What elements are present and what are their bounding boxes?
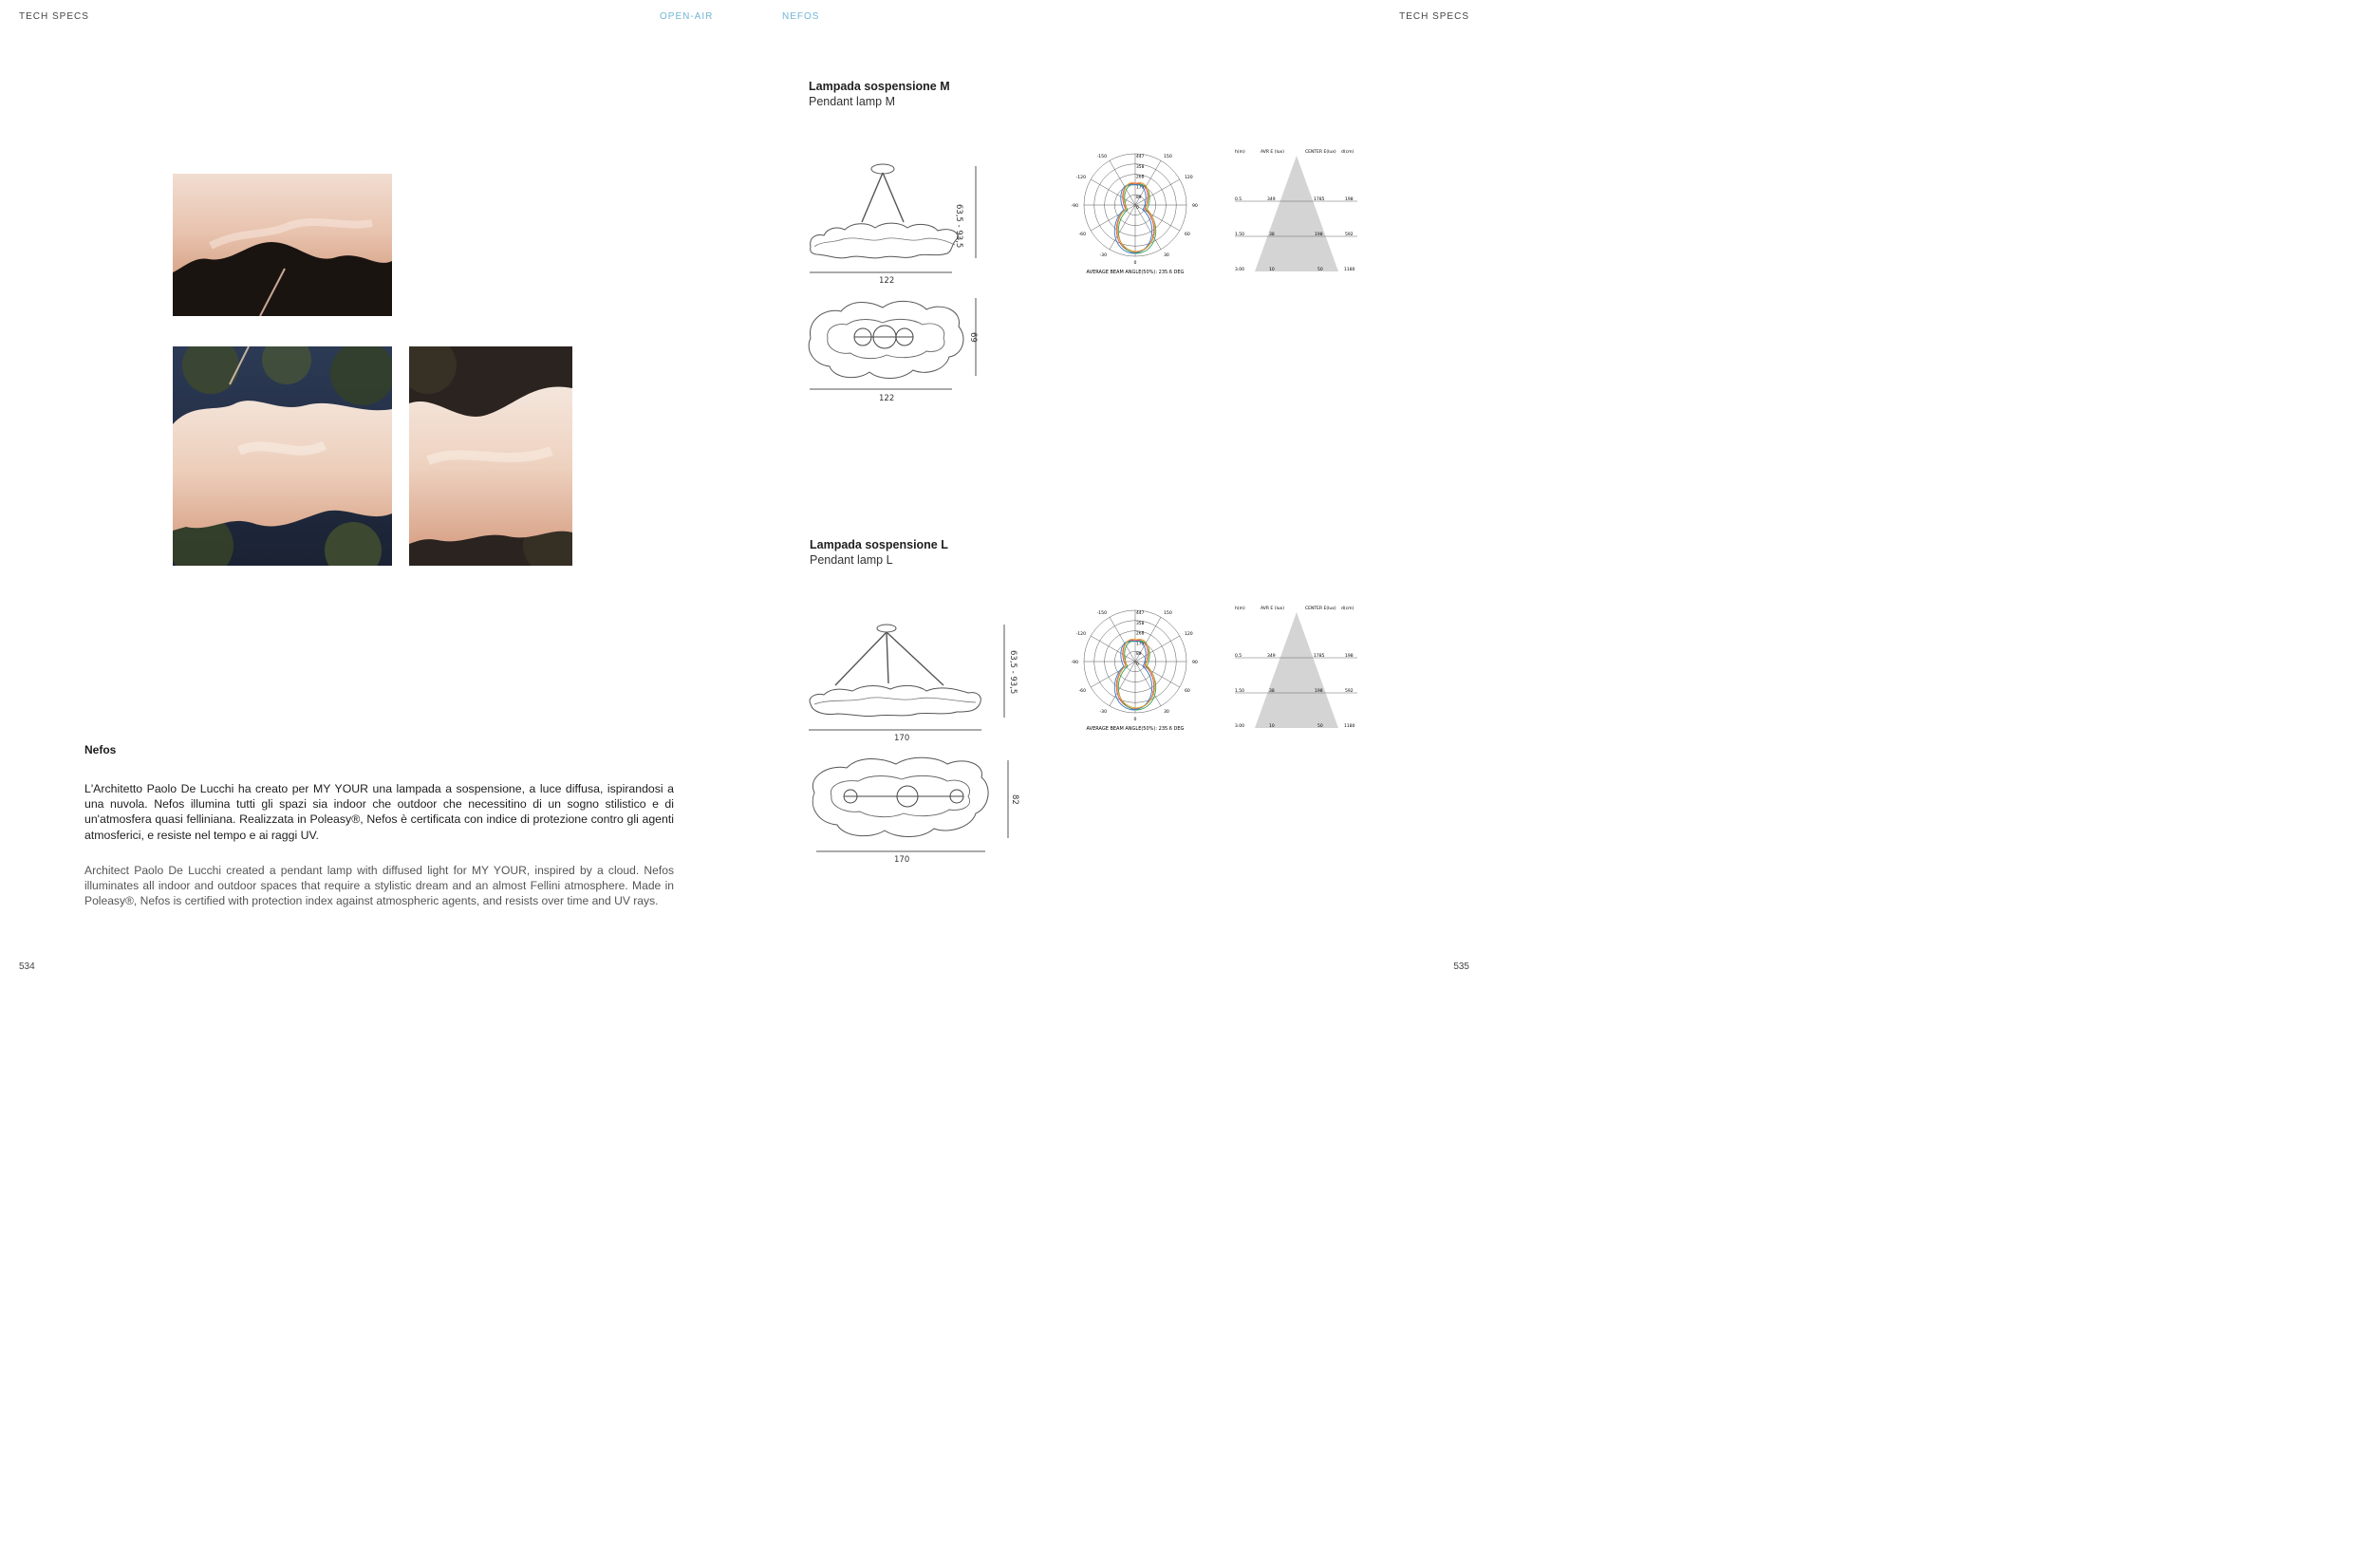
header-section-open-air[interactable]: OPEN-AIR: [660, 11, 714, 22]
polar-ring-label: 447: [1136, 155, 1145, 159]
polar-angle-label: -150: [1096, 155, 1107, 160]
product-l-height-dimension: 63,5 - 93,5: [1008, 650, 1018, 695]
product-l-side-width-dimension: 170: [894, 734, 910, 743]
polar-angle-label: 60: [1184, 689, 1190, 694]
polar-ring-label: 0: [1136, 206, 1139, 211]
header-product-nefos[interactable]: NEFOS: [782, 11, 820, 22]
cone-row1-center: 1785: [1314, 654, 1325, 659]
cone-header-d: d(cm): [1341, 607, 1354, 611]
polar-ring-label: 358: [1136, 621, 1145, 626]
polar-angle-label: 150: [1164, 611, 1172, 617]
product-l-top-depth-dimension: 82: [1010, 794, 1019, 805]
polar-ring-label: 268: [1136, 631, 1145, 637]
polar-ring-label: 358: [1136, 164, 1145, 170]
cone-row2-avr: 38: [1269, 689, 1275, 694]
polar-angle-label: 0: [1133, 718, 1137, 722]
cone-row2-h: 1.50: [1235, 689, 1245, 694]
photo-cloud-with-tree: [173, 346, 392, 566]
polar-angle-label: -150: [1096, 611, 1107, 617]
product-l-side-drawing: [805, 623, 1014, 737]
polar-angle-label: -90: [1071, 661, 1078, 665]
cone-row3-center: 50: [1317, 724, 1323, 729]
polar-ring-label: 179: [1136, 642, 1145, 647]
cone-row3-d: 1180: [1344, 268, 1355, 272]
product-l-title: Lampada sospensione L: [810, 538, 948, 551]
polar-ring-label: 89: [1136, 196, 1142, 201]
polar-angle-label: -120: [1075, 632, 1087, 637]
cone-row1-d: 198: [1345, 197, 1354, 202]
cone-header-h: h(m): [1235, 607, 1245, 611]
product-m-top-depth-dimension: 69: [968, 332, 978, 343]
cone-header-d: d(cm): [1341, 150, 1354, 155]
cone-row1-avr: 349: [1267, 654, 1276, 659]
product-l-cone-table: [1232, 601, 1365, 734]
polar-ring-label: 0: [1136, 663, 1139, 667]
cone-row1-center: 1785: [1314, 197, 1325, 202]
cone-header-center: CENTER E(lux): [1305, 150, 1336, 155]
polar-grid: [1071, 154, 1197, 266]
product-m-height-dimension: 63,5 - 93,5: [954, 204, 963, 249]
polar-angle-label: 30: [1164, 709, 1169, 715]
beam-angle-caption: AVERAGE BEAM ANGLE(50%): 235.6 DEG: [1086, 270, 1185, 275]
cone-row1-d: 198: [1345, 654, 1354, 659]
product-m-title: Lampada sospensione M: [809, 80, 950, 93]
cone-header-h: h(m): [1235, 150, 1245, 155]
polar-angle-label: 90: [1192, 661, 1198, 665]
page-number-left: 534: [19, 961, 35, 972]
polar-angle-label: -90: [1071, 204, 1078, 209]
product-m-subtitle: Pendant lamp M: [809, 95, 896, 108]
polar-angle-label: 0: [1133, 261, 1137, 266]
cone-header-avr: AVR E (lux): [1261, 607, 1284, 611]
cone-row3-h: 3.00: [1235, 724, 1245, 729]
cone-row2-center: 198: [1315, 233, 1323, 237]
product-name-heading: Nefos: [84, 743, 117, 756]
cone-row1-h: 0.5: [1235, 197, 1242, 202]
polar-ring-label: 447: [1136, 611, 1145, 616]
polar-ring-label: 179: [1136, 185, 1145, 191]
cone-row3-avr: 10: [1269, 724, 1275, 729]
polar-angle-label: -60: [1078, 689, 1087, 694]
product-m-top-drawing: [805, 296, 985, 396]
cone-row2-d: 592: [1345, 689, 1354, 694]
polar-angle-label: -60: [1078, 233, 1087, 237]
cone-header-avr: AVR E (lux): [1261, 150, 1284, 155]
cone-row1-h: 0.5: [1235, 654, 1242, 659]
polar-angle-label: 150: [1164, 155, 1172, 160]
polar-ring-label: 89: [1136, 652, 1142, 658]
polar-angle-label: -30: [1099, 709, 1107, 715]
description-english: Architect Paolo De Lucchi created a pendant lamp with diffused light for MY YOUR, inspired by a cloud. Nefos illuminates all indoor and outdoor spaces that require a stylistic dream and an almost Fellini atmosphere. Made in Poleasy®, Nefos is certified with protection index against atmospheric agents, and resists over time and UV rays.: [84, 864, 674, 908]
product-l-subtitle: Pendant lamp L: [810, 553, 893, 567]
header-left-tech-specs: TECH SPECS: [19, 11, 89, 22]
polar-angle-label: 120: [1184, 176, 1193, 180]
product-m-cone-table: [1232, 144, 1365, 277]
cone-row3-h: 3.00: [1235, 268, 1245, 272]
product-m-polar-diagram: [1065, 144, 1205, 277]
beam-angle-caption: AVERAGE BEAM ANGLE(50%): 235.6 DEG: [1086, 726, 1185, 732]
product-l-top-width-dimension: 170: [894, 855, 910, 865]
polar-angle-label: 60: [1184, 233, 1190, 237]
cone-row3-center: 50: [1317, 268, 1323, 272]
cone-row3-d: 1180: [1344, 724, 1355, 729]
cone-row2-center: 198: [1315, 689, 1323, 694]
header-right-tech-specs: TECH SPECS: [1399, 11, 1469, 22]
cone-row2-h: 1.50: [1235, 233, 1245, 237]
product-l-polar-diagram: [1065, 601, 1205, 734]
product-m-side-width-dimension: 122: [879, 276, 895, 286]
polar-angle-label: -120: [1075, 176, 1087, 180]
cone-row3-avr: 10: [1269, 268, 1275, 272]
product-m-top-width-dimension: 122: [879, 394, 895, 403]
photo-cloud-top: [173, 174, 392, 316]
polar-angle-label: -30: [1099, 252, 1107, 258]
cone-row2-avr: 38: [1269, 233, 1275, 237]
cone-header-center: CENTER E(lux): [1305, 607, 1336, 611]
polar-grid: [1071, 610, 1197, 722]
cone-row2-d: 592: [1345, 233, 1354, 237]
polar-ring-label: 268: [1136, 175, 1145, 180]
polar-angle-label: 90: [1192, 204, 1198, 209]
product-l-top-drawing: [805, 755, 1018, 859]
photo-cloud-closeup: [409, 346, 572, 566]
polar-angle-label: 120: [1184, 632, 1193, 637]
description-italian: L'Architetto Paolo De Lucchi ha creato per MY YOUR una lampada a sospensione, a luce diffusa, ispirandosi a una nuvola. Nefos illumina tutti gli spazi sia indoor che outdoor che necessitino di un sogno stilistico e di un'atmosfera quasi felliniana. Realizzata in Poleasy®, Nefos è certificata con indice di protezione contro gli agenti atmosferici, e resiste nel tempo e ai raggi UV.: [84, 782, 674, 842]
page-number-right: 535: [1453, 961, 1469, 972]
polar-angle-label: 30: [1164, 252, 1169, 258]
cone-row1-avr: 349: [1267, 197, 1276, 202]
